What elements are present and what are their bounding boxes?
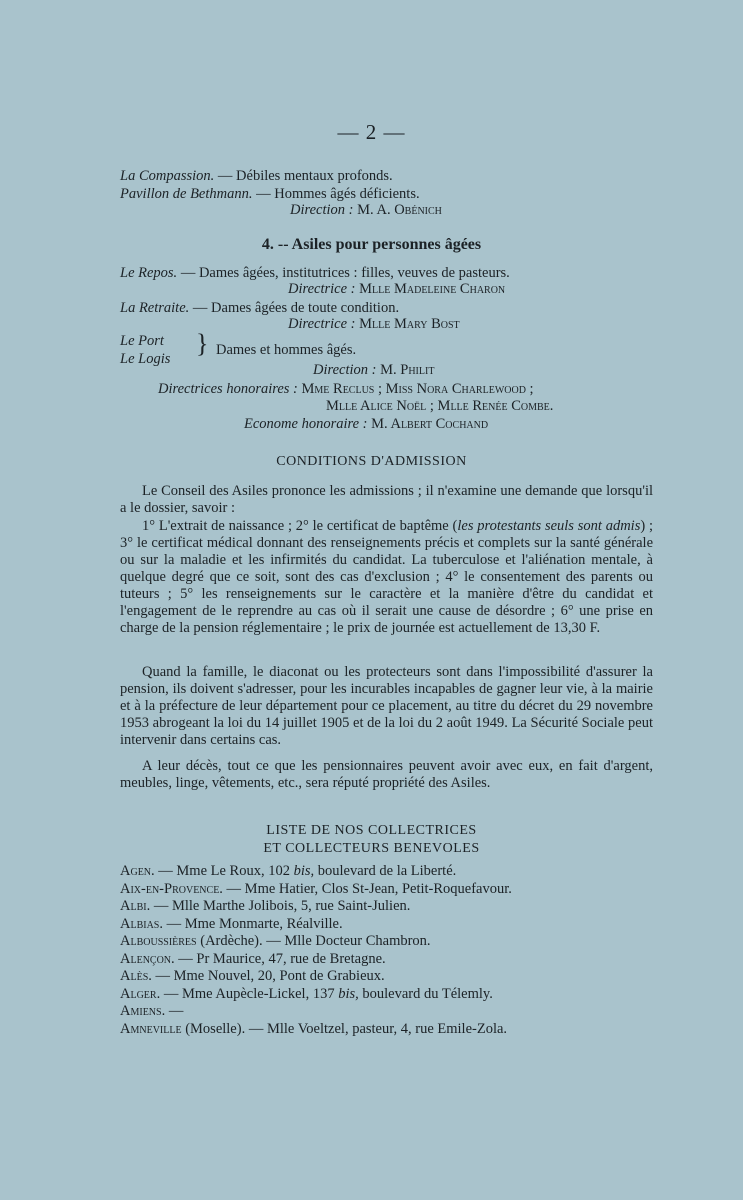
place-name: Albias. (120, 915, 163, 932)
directrice-value: Mlle Madeleine Charon (359, 281, 506, 297)
brace-symbol: } (196, 329, 209, 358)
item-text: — Mme Monmarte, Réalville. (163, 915, 343, 932)
paragraph-deces: A leur décès, tout ce que les pensionnaires peuvent avoir avec eux, en fait d'argent, meubles, linge, vêtements, etc., sera réputé propriété des Asiles. (120, 758, 653, 791)
item-text: — Mme Aupècle-Lickel, 137 (160, 985, 339, 1002)
place-name: Alès. (120, 968, 152, 984)
paragraph-pieces (120, 518, 653, 637)
entry-desc: — Dames âgées, institutrices : filles, veuves de pasteurs. (180, 265, 510, 281)
direction-label: Direction : (290, 202, 354, 218)
list-item (120, 916, 680, 934)
collecteurs-list (120, 863, 680, 1038)
list-item (120, 1021, 680, 1039)
liste-title-line2: ET COLLECTEURS BENEVOLES (263, 841, 480, 856)
entry-name: La Retraite. (120, 300, 190, 316)
item-italic: bis, (338, 985, 359, 1002)
pavillon-bethmann (120, 186, 420, 203)
item-text: (Moselle). — Mlle Voeltzel, pasteur, 4, rue Emile-Zola. (181, 1020, 508, 1037)
section-4-title: 4. -- Asiles pour personnes âgées (261, 236, 482, 253)
honoraires-line2: Mlle Alice Noël ; Mlle Renée Combe. (326, 398, 554, 414)
entry-desc: — Dames âgées de toute condition. (192, 300, 400, 316)
place-name: Amiens. (120, 1003, 166, 1019)
item-text: — Mme Hatier, Clos St-Jean, Petit-Roquefavour. (222, 880, 512, 897)
item-text: — Mme Nouvel, 20, Pont de Grabieux. (151, 968, 385, 984)
item-rest: boulevard de la Liberté. (314, 863, 457, 879)
place-name: Alboussières (120, 933, 197, 949)
pavillon-compassion (120, 168, 393, 185)
paragraph-famille: Quand la famille, le diaconat ou les protecteurs sont dans l'impossibilité d'assurer la pension, ils doivent s'adresser, pour les incurables incapables de gagner leur vie, à la mairie et à la préfecture de leur département pour ce placement, au titre du décret du 29 novembre 1953 abrogeant la loi du 14 juillet 1905 et de la loi du 2 août 1949. La Sécurité Sociale peut intervenir dans certains cas. (120, 664, 653, 748)
place-name: Aix-en-Provence. (120, 880, 223, 897)
direction-philit (313, 362, 434, 379)
direction-label: Direction : (313, 362, 377, 378)
conditions-title: CONDITIONS D'ADMISSION (276, 454, 467, 469)
pavillon-desc: — Débiles mentaux profonds. (217, 168, 393, 184)
direction-value: M. Philit (380, 362, 435, 378)
le-port-label: Le Port (120, 333, 164, 349)
place-name: Albi. (120, 898, 151, 914)
item-text: — Pr Maurice, 47, rue de Bretagne. (174, 950, 386, 967)
list-item (120, 898, 680, 916)
place-name: Alger. (120, 985, 161, 1002)
list-item (120, 881, 680, 899)
list-item (120, 968, 680, 986)
le-repos-entry (120, 265, 510, 282)
honoraires-line1: Mme Reclus ; Miss Nora Charlewood ; (301, 381, 534, 397)
item-text: — Mlle Marthe Jolibois, 5, rue Saint-Julien. (150, 898, 411, 914)
direction-obenich (290, 202, 442, 219)
place-name: Alençon. (120, 950, 175, 967)
port-logis-desc: Dames et hommes âgés. (216, 342, 357, 358)
econome-label: Econome honoraire : (244, 416, 368, 432)
pieces-italic: les protestants seuls sont admis (457, 518, 641, 534)
pavillon-name: La Compassion. (120, 168, 215, 184)
pavillon-name: Pavillon de Bethmann. (120, 186, 253, 202)
le-logis-label: Le Logis (120, 351, 171, 367)
item-text: — Mme Le Roux, 102 (154, 863, 294, 879)
econome-honoraire (244, 416, 488, 433)
directrice-label: Directrice : (288, 281, 356, 297)
econome-value: M. Albert Cochand (371, 416, 489, 432)
item-italic: bis, (293, 863, 315, 879)
paragraph-conseil: Le Conseil des Asiles prononce les admissions ; il n'examine une demande que lorsqu'il a le dossier, savoir : (120, 483, 653, 516)
entry-name: Le Repos. (120, 265, 178, 281)
pieces-text-a: 1° L'extrait de naissance ; 2° le certificat de baptême ( (142, 518, 458, 534)
item-text: — (165, 1003, 184, 1019)
item-rest: boulevard du Télemly. (358, 985, 493, 1002)
list-item (120, 933, 680, 951)
place-name: Agen. (120, 863, 155, 879)
list-item (120, 951, 680, 969)
la-retraite-directrice (288, 316, 460, 333)
item-text: (Ardèche). — Mlle Docteur Chambron. (196, 933, 431, 949)
list-item (120, 986, 680, 1004)
pavillon-desc: — Hommes âgés déficients. (256, 186, 420, 202)
page-number: — 2 — (337, 120, 406, 144)
list-item (120, 863, 680, 881)
place-name: Amneville (120, 1020, 182, 1037)
le-repos-directrice (288, 281, 505, 298)
directrices-honoraires (158, 381, 534, 398)
directrice-value: Mlle Mary Bost (359, 316, 460, 332)
honoraires-label: Directrices honoraires : (158, 381, 298, 397)
pieces-text-b: ) ; 3° le certificat médical donnant des renseignements précis et complets sur la santé générale ou sur la maladie et les infirmités du candidat. La tuberculose et l'aliénation mentale, à quelque degré que ce soit, sont des cas d'exclusion ; 4° le consentement des parents ou tuteurs ; 5° les renseignements sur le caractère et la manière d'être du candidat et l'engagement de le reprendre au cas où il serait une cause de désordre ; 6° une prise en charge de la pension réglementaire ; le prix de journée est actuellement de 13,30 F. (120, 518, 653, 636)
la-retraite-entry (120, 300, 399, 317)
directrice-label: Directrice : (288, 316, 356, 332)
liste-title-line1: LISTE DE NOS COLLECTRICES (266, 823, 477, 838)
list-item (120, 1003, 680, 1021)
direction-value: M. A. Obénich (357, 202, 442, 218)
